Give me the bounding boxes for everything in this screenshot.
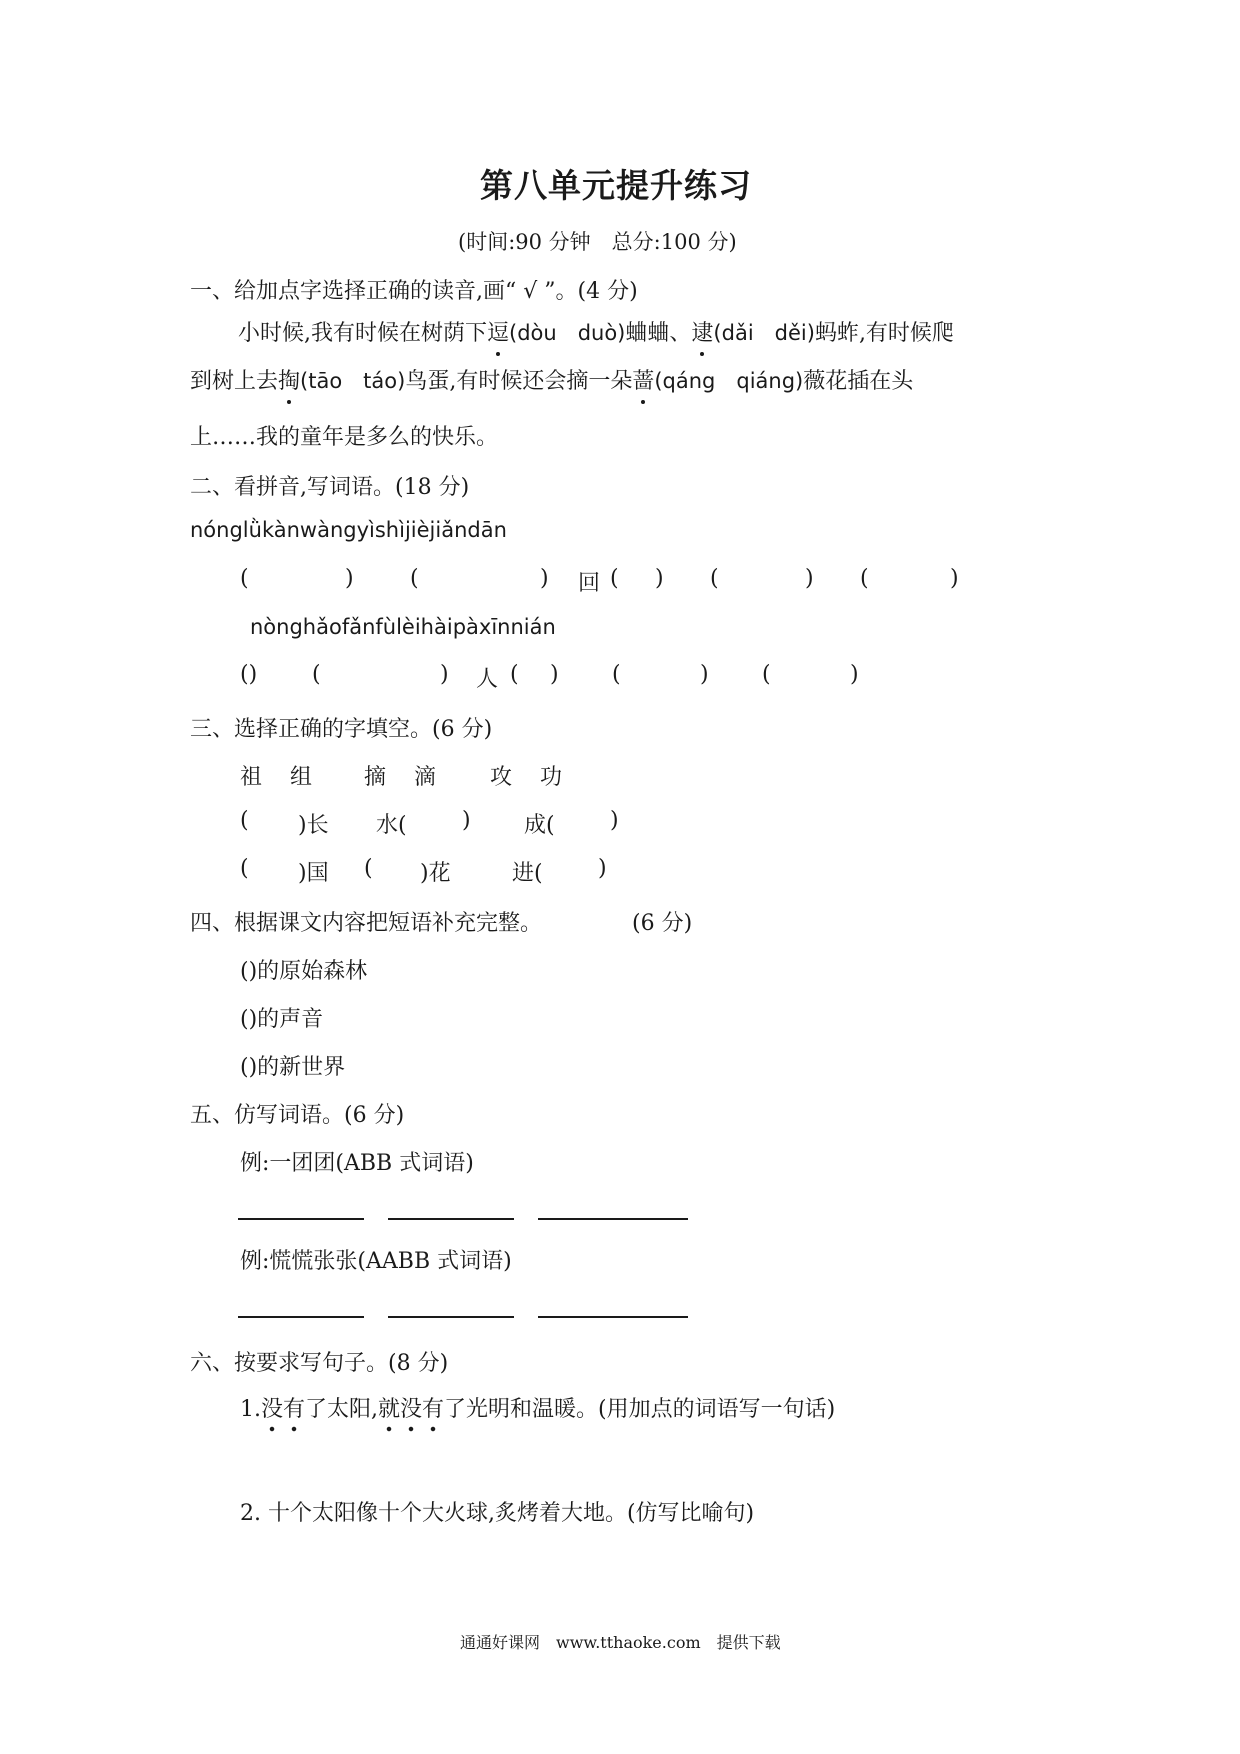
blank-row-2: ( <box>612 662 621 687</box>
dotted-char: 逮 <box>691 316 713 347</box>
choice-char: 摘 <box>364 765 387 790</box>
phrase-item: ()的原始森林 <box>240 959 368 984</box>
fill-blank: 进( <box>512 861 543 886</box>
text: 蚂蚱,有时候爬 <box>814 321 954 346</box>
fill-blank: )国 <box>298 861 329 886</box>
dotted-char: 逗 <box>487 316 509 347</box>
blank-row-2: ) <box>550 662 559 687</box>
page-title: 第八单元提升练习 <box>480 166 752 205</box>
text: 蛐蛐、 <box>625 321 692 346</box>
answer-line[interactable] <box>388 1316 514 1318</box>
fill-blank: )长 <box>298 813 329 838</box>
fill-blank: 水( <box>376 813 407 838</box>
blank-row-1: ) <box>540 566 549 591</box>
answer-line[interactable] <box>238 1316 364 1318</box>
fill-blank: ) <box>462 808 471 833</box>
blank-row-1: ( <box>860 566 869 591</box>
question-3-heading: 三、选择正确的字填空。(6 分) <box>190 717 493 742</box>
dotted-char: 没有 <box>261 1392 305 1433</box>
blank-row-1: ( <box>610 566 619 591</box>
fill-blank: ( <box>240 856 249 881</box>
blank-row-1: ( <box>710 566 719 591</box>
pinyin-row-1: nónglǜkànwàngyìshìjièjiǎndān <box>190 518 507 542</box>
blank-row-2: ( <box>312 662 321 687</box>
blank-row-1: ) <box>805 566 814 591</box>
blank-row-1: ) <box>950 566 959 591</box>
text: 了太阳, <box>305 1397 379 1422</box>
blank-row-2: ) <box>440 662 449 687</box>
answer-line[interactable] <box>238 1218 364 1220</box>
phrase-item: ()的声音 <box>240 1007 324 1032</box>
text: 到树上去 <box>190 369 279 394</box>
blank-row-2: ) <box>700 662 709 687</box>
exam-info: (时间:90 分钟 总分:100 分) <box>458 230 737 254</box>
footer-source: 通通好课网 www.tthaoke.com 提供下载 <box>460 1633 781 1652</box>
fill-blank: ( <box>240 808 249 833</box>
blank-row-2: ( <box>510 662 519 687</box>
choice-char: 组 <box>290 765 313 790</box>
dotted-char: 就没有 <box>378 1392 444 1433</box>
blank-row-1: ( <box>240 566 249 591</box>
text: 鸟蛋,有时候还会摘一朵 <box>405 369 633 394</box>
question-1-heading: 一、给加点字选择正确的读音,画“ √ ”。(4 分) <box>190 279 638 304</box>
question-1-line-3: 上……我的童年是多么的快乐。 <box>190 425 499 450</box>
text: 小时候,我有时候在树荫下 <box>238 321 487 346</box>
fill-blank: ) <box>598 856 607 881</box>
blank-row-2: ( <box>762 662 771 687</box>
question-5-heading: 五、仿写词语。(6 分) <box>190 1103 405 1128</box>
blank-row-1: 回 <box>578 571 601 596</box>
choice-char: 功 <box>540 765 563 790</box>
choice-char: 滴 <box>414 765 437 790</box>
choice-char: 祖 <box>240 765 263 790</box>
blank-row-2: () <box>240 662 258 687</box>
answer-line[interactable] <box>538 1316 688 1318</box>
choice-char: 攻 <box>490 765 513 790</box>
text: 了光明和温暖。(用加点的词语写一句话) <box>444 1397 836 1422</box>
dotted-char: 掏 <box>278 364 300 395</box>
dotted-word <box>378 1397 444 1422</box>
pinyin-options: (tāo táo) <box>300 369 406 393</box>
phrase-item: ()的新世界 <box>240 1055 346 1080</box>
pinyin-options: (dǎi děi) <box>713 321 815 345</box>
fill-blank: 成( <box>524 813 555 838</box>
pinyin-row-2: nònghǎofǎnfùlèihàipàxīnnián <box>250 615 556 639</box>
dotted-word <box>261 1397 305 1422</box>
dotted-char: 蔷 <box>632 364 654 395</box>
blank-row-1: ( <box>410 566 419 591</box>
text: 薇花插在头 <box>803 369 914 394</box>
sentence-1 <box>240 1392 835 1433</box>
blank-row-1: ) <box>655 566 664 591</box>
blank-row-2: ) <box>850 662 859 687</box>
pinyin-options: (dòu duò) <box>509 321 626 345</box>
question-1-line-1 <box>238 316 954 347</box>
example-aabb: 例:慌慌张张(AABB 式词语) <box>240 1249 512 1274</box>
answer-line[interactable] <box>388 1218 514 1220</box>
answer-line[interactable] <box>538 1218 688 1220</box>
blank-row-2: 人 <box>476 667 499 692</box>
item-number: 1. <box>240 1397 261 1422</box>
sentence-2: 2. 十个太阳像十个大火球,炙烤着大地。(仿写比喻句) <box>240 1501 755 1526</box>
pinyin-options: (qáng qiáng) <box>654 369 804 393</box>
question-1-line-2 <box>190 364 913 395</box>
question-6-heading: 六、按要求写句子。(8 分) <box>190 1351 449 1376</box>
fill-blank: ) <box>610 808 619 833</box>
question-4-score: (6 分) <box>632 911 693 936</box>
fill-blank: )花 <box>420 861 451 886</box>
fill-blank: ( <box>364 856 373 881</box>
example-abb: 例:一团团(ABB 式词语) <box>240 1151 474 1176</box>
blank-row-1: ) <box>345 566 354 591</box>
question-4-heading: 四、根据课文内容把短语补充完整。 <box>190 911 543 936</box>
question-2-heading: 二、看拼音,写词语。(18 分) <box>190 475 470 500</box>
